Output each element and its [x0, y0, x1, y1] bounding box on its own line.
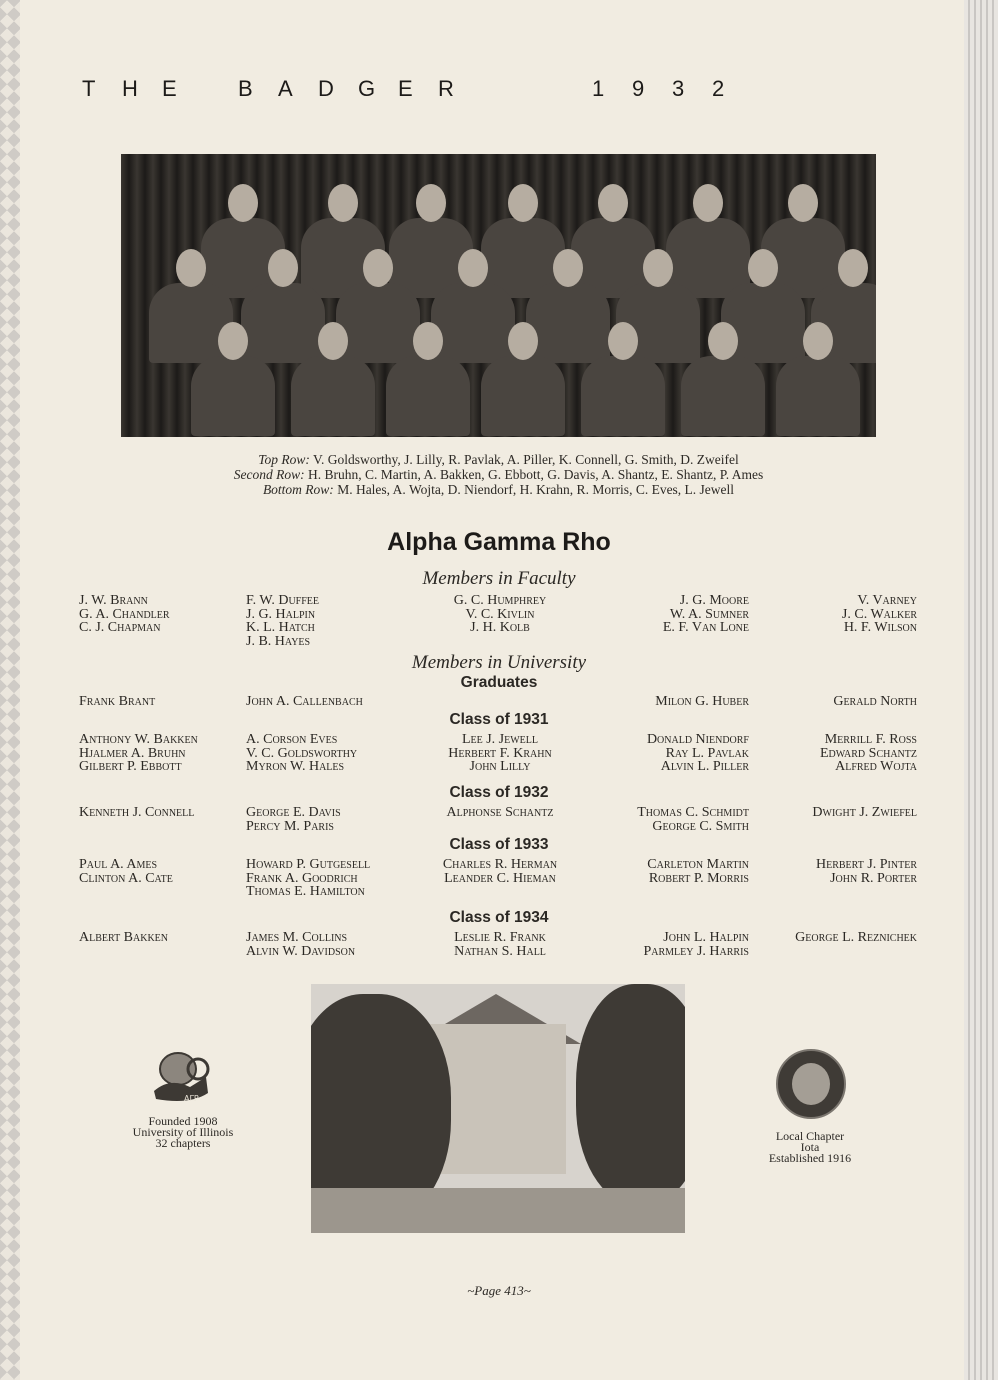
group-photo	[121, 154, 876, 437]
class-1931-col-3: Lee J. Jewell Herbert F. Krahn John Lilly	[448, 732, 552, 774]
faculty-col-2: F. W. Duffee J. G. Halpin K. L. Hatch J. B. Hayes	[246, 593, 320, 649]
university-heading: Members in University	[411, 652, 587, 673]
class-1932-col-4: Thomas C. Schmidt George C. Smith	[637, 805, 749, 834]
class-1932-col-2: George E. Davis Percy M. Paris	[246, 805, 341, 834]
class-1934-col-5: George L. Reznichek	[795, 930, 917, 945]
class-1933-heading: Class of 1933	[449, 836, 549, 853]
class-1933-col-5: Herbert J. Pinter John R. Porter	[815, 857, 917, 886]
faculty-col-5: V. Varney J. C. Walker H. F. Wilson	[841, 593, 917, 635]
class-1932-heading: Class of 1932	[449, 784, 549, 801]
graduates-heading: Graduates	[460, 674, 538, 691]
chapter-house-photo	[311, 984, 685, 1233]
class-1931-col-2: A. Corson Eves V. C. Goldsworthy Myron W. Hales	[246, 732, 358, 774]
class-1933-col-4: Carleton Martin Robert P. Morris	[647, 857, 749, 886]
class-1931-col-1: Anthony W. Bakken Hjalmer A. Bruhn Gilbert P. Ebbott	[79, 732, 198, 774]
class-1933-col-2: Howard P. Gutgesell Frank A. Goodrich Thomas E. Hamilton	[246, 857, 371, 899]
graduates-col-2: John A. Callenbach	[246, 694, 363, 709]
class-1932-col-1: Kenneth J. Connell	[79, 805, 195, 820]
header-year: 1 9 3 2	[592, 76, 725, 101]
faculty-col-3: G. C. Humphrey V. C. Kivlin J. H. Kolb	[453, 593, 547, 635]
class-1934-col-2: James M. Collins Alvin W. Davidson	[246, 930, 356, 959]
graduates-col-5: Gerald North	[833, 694, 917, 709]
chapter-note: Local Chapter Iota Established 1916	[768, 1129, 852, 1165]
graduates-col-4: Milon G. Huber	[655, 694, 749, 709]
class-1933-col-3: Charles R. Herman Leander C. Hieman	[442, 857, 558, 886]
class-1933-col-1: Paul A. Ames Clinton A. Cate	[79, 857, 173, 886]
chapter-pin-icon	[776, 1049, 846, 1119]
class-1934-col-1: Albert Bakken	[79, 930, 169, 945]
class-1934-heading: Class of 1934	[449, 909, 549, 926]
class-1932-col-5: Dwight J. Zwiefel	[812, 805, 917, 820]
header-badger: B A D G E R	[238, 76, 454, 101]
class-1934-col-4: John L. Halpin Parmley J. Harris	[643, 930, 749, 959]
founded-note: Founded 1908 University of Illinois 32 chapters	[132, 1114, 234, 1150]
class-1931-col-5: Merrill F. Ross Edward Schantz Alfred Wojta	[819, 732, 917, 774]
faculty-heading: Members in Faculty	[422, 568, 576, 589]
graduates-col-1: Frank Brant	[79, 694, 156, 709]
class-1931-heading: Class of 1931	[449, 711, 549, 728]
page-number: ~Page 413~	[467, 1283, 531, 1298]
crest-letters: ΑΓΡ	[184, 1094, 199, 1103]
class-1931-col-4: Donald Niendorf Ray L. Pavlak Alvin L. Piller	[646, 732, 749, 774]
class-1932-col-3: Alphonse Schantz	[446, 805, 554, 820]
header-the: T H E	[82, 76, 177, 101]
photo-caption: Top Row: V. Goldsworthy, J. Lilly, R. Pavlak, A. Piller, K. Connell, G. Smith, D. Zweifel Second Row: H. Bruhn, C. Martin, A. Bakken, G. Ebbott, G. Davis, A. Shantz, E. Shantz, P. Ames Bottom Row: M. Hales, A. Wojta, D. Niendorf, H. Krahn, R. Morris, C. Eves, L. Jewell	[233, 452, 764, 497]
class-1934-col-3: Leslie R. Frank Nathan S. Hall	[454, 930, 546, 959]
fraternity-crest-icon	[150, 1047, 212, 1105]
faculty-col-4: J. G. Moore W. A. Sumner E. F. Van Lone	[662, 593, 749, 635]
faculty-col-1: J. W. Brann G. A. Chandler C. J. Chapman	[79, 593, 170, 635]
fraternity-title: Alpha Gamma Rho	[387, 528, 611, 556]
